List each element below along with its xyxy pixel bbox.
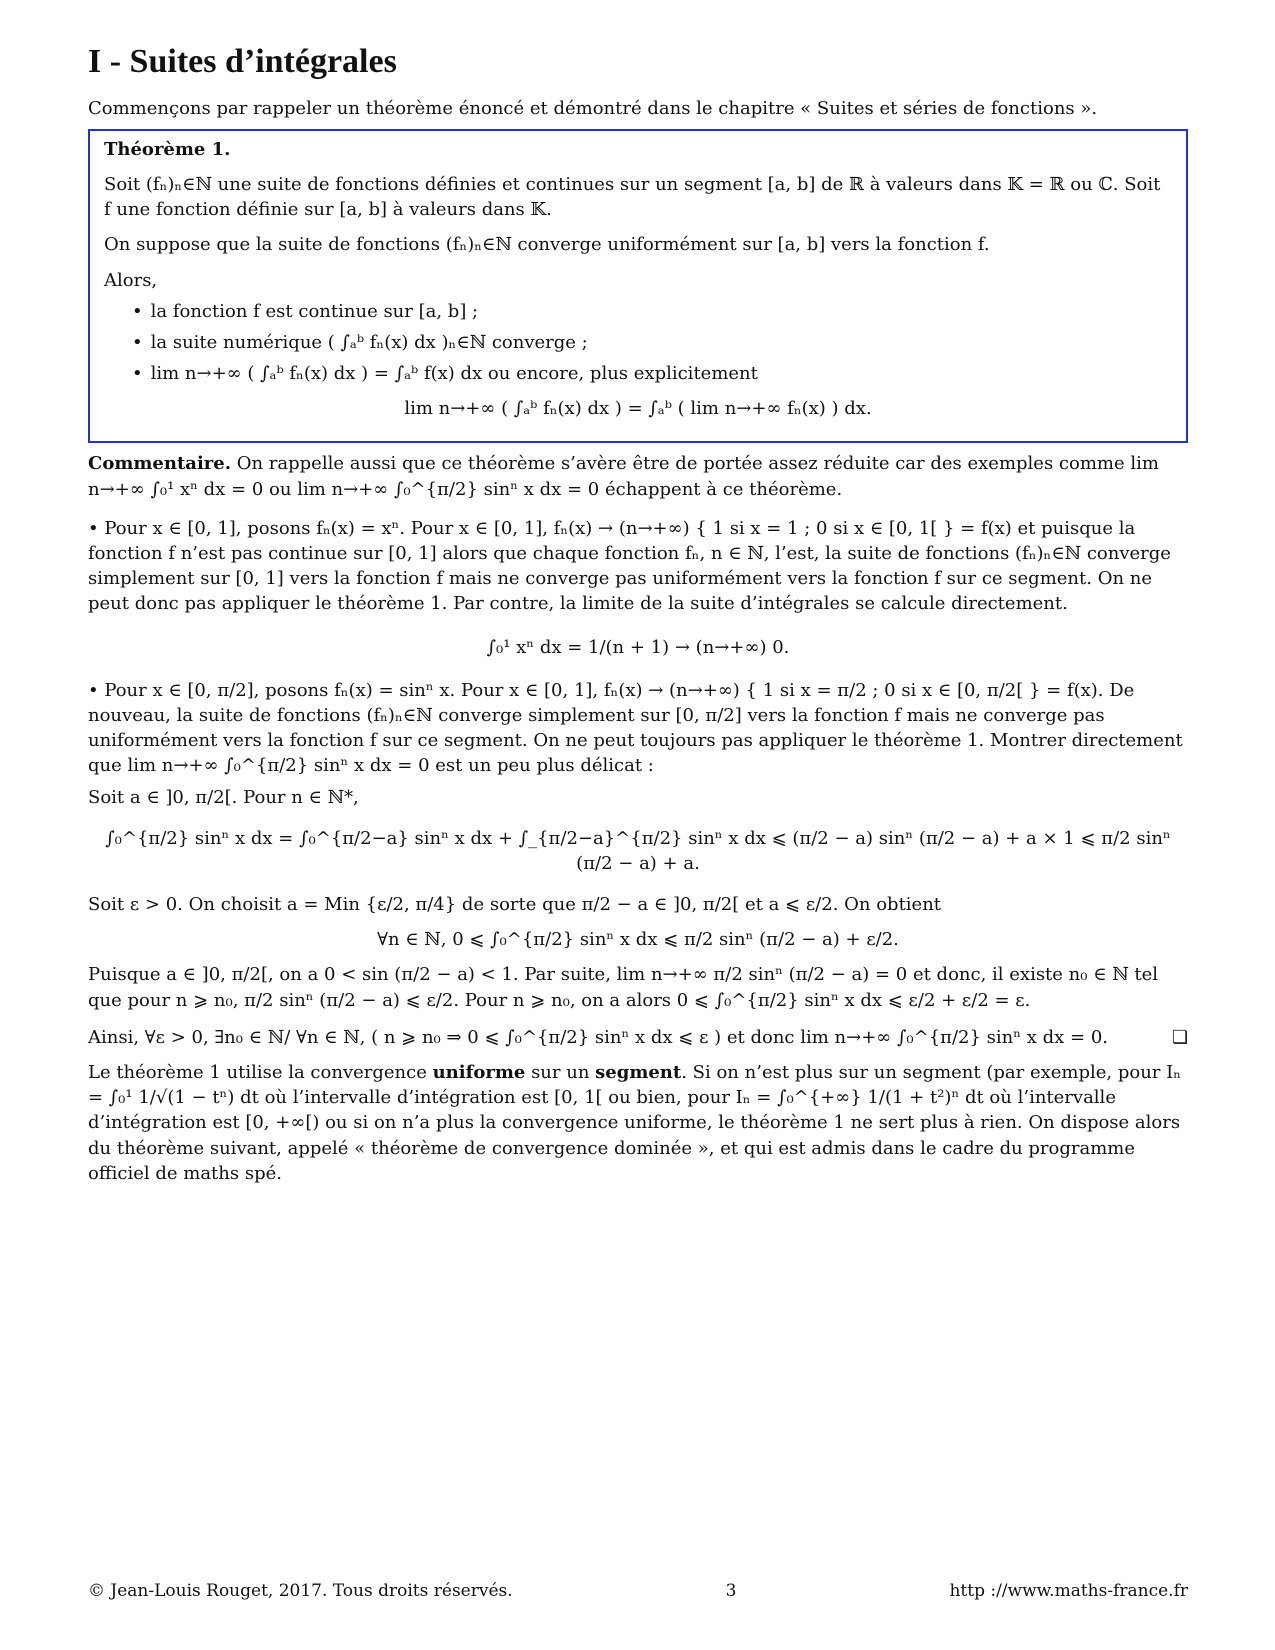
theorem-hypothesis-2: On suppose que la suite de fonctions (fₙ)ₙ∈ℕ converge uniformément sur [a, b] vers la fonction f. bbox=[104, 234, 990, 256]
closing-uniforme: uniforme bbox=[432, 1062, 526, 1084]
theorem-hypothesis-1: Soit (fₙ)ₙ∈ℕ une suite de fonctions définies et continues sur un segment [a, b] de ℝ à valeurs dans 𝕂 = ℝ ou ℂ. Soit f une fonction définie sur [a, b] à valeurs dans 𝕂. bbox=[104, 173, 1161, 221]
comment-label: Commentaire. bbox=[88, 453, 231, 475]
closing-part-1: Le théorème 1 utilise la convergence bbox=[88, 1062, 433, 1084]
example-2-line-3: Puisque a ∈ ]0, π/2[, on a 0 < sin (π/2 − a) < 1. Par suite, lim n→+∞ π/2 sinⁿ (π/2 − a) = 0 et donc, il existe n₀ ∈ ℕ tel que pour n ⩾ n₀, π/2 sinⁿ (π/2 − a) ⩽ ε/2. Pour n ⩾ n₀, on a alors 0 ⩽ ∫₀^{π/2} sinⁿ x dx ⩽ ε/2 + ε/2 = ε. bbox=[88, 964, 1159, 1011]
theorem-formula: lim n→+∞ ( ∫ₐᵇ fₙ(x) dx ) = ∫ₐᵇ ( lim n→+∞ fₙ(x) ) dx. bbox=[404, 398, 872, 420]
comment-paragraph bbox=[88, 451, 1188, 501]
intro-paragraph: Commençons par rappeler un théorème énoncé et démontré dans le chapitre « Suites et séries de fonctions ». bbox=[88, 97, 1098, 119]
theorem-box bbox=[88, 129, 1188, 444]
closing-paragraph bbox=[88, 1060, 1188, 1186]
example-2-text: • Pour x ∈ [0, π/2], posons fₙ(x) = sinⁿ x. Pour x ∈ [0, 1], fₙ(x) → (n→+∞) { 1 si x = π/2 ; 0 si x ∈ [0, π/2[ } = f(x). De nouveau, la suite de fonctions (fₙ)ₙ∈ℕ converge simplement sur [0, π/2] vers la fonction f mais ne converge pas uniformément vers la fonction f sur ce segment. On ne peut toujours pas appliquer le théorème 1. Montrer directement que lim n→+∞ ∫₀^{π/2} sinⁿ x dx = 0 est un peu plus délicat : bbox=[88, 679, 1183, 777]
conclusion-limit: • lim n→+∞ ( ∫ₐᵇ fₙ(x) dx ) = ∫ₐᵇ f(x) dx ou encore, plus explicitement bbox=[132, 361, 1172, 386]
closing-segment: segment bbox=[595, 1062, 682, 1084]
conclusion-continuity: • la fonction f est continue sur [a, b] ; bbox=[132, 299, 1172, 324]
theorem-alors: Alors, bbox=[104, 269, 158, 291]
page-footer bbox=[88, 1580, 1188, 1604]
closing-part-3: . Si on n’est plus sur un segment (par exemple, pour Iₙ = ∫₀¹ 1/√(1 − tⁿ) dt où l’intervalle d’intégration est [0, 1[ ou bien, pour Iₙ = ∫₀^{+∞} 1/(1 + t²)ⁿ dt où l’intervalle d’intégration est [0, +∞[) ou si on n’a plus la convergence uniforme, le théorème 1 ne sert plus à rien. On dispose alors du théorème suivant, appelé « théorème de convergence dominée », et qui est admis dans le cadre du programme officiel de maths spé. bbox=[88, 1062, 1182, 1184]
example-2-formula-1: ∫₀^{π/2} sinⁿ x dx = ∫₀^{π/2−a} sinⁿ x dx + ∫_{π/2−a}^{π/2} sinⁿ x dx ⩽ (π/2 − a) sinⁿ (π/2 − a) + a × 1 ⩽ π/2 sinⁿ (π/2 − a) + a. bbox=[105, 827, 1171, 874]
theorem-conclusions bbox=[104, 299, 1172, 387]
conclusion-convergence: • la suite numérique ( ∫ₐᵇ fₙ(x) dx )ₙ∈ℕ converge ; bbox=[132, 330, 1172, 355]
page-title: I - Suites d’intégrales bbox=[88, 43, 397, 80]
example-2-conclusion: Ainsi, ∀ε > 0, ∃n₀ ∈ ℕ/ ∀n ∈ ℕ, ( n ⩾ n₀ ⇒ 0 ⩽ ∫₀^{π/2} sinⁿ x dx ⩽ ε ) et donc lim n→+∞ ∫₀^{π/2} sinⁿ x dx = 0. bbox=[88, 1026, 1109, 1048]
example-2-line-4 bbox=[88, 1025, 1188, 1050]
example-2-line-2: Soit ε > 0. On choisit a = Min {ε/2, π/4} de sorte que π/2 − a ∈ ]0, π/2[ et a ⩽ ε/2. On obtient bbox=[88, 894, 942, 916]
qed-icon: ❏ bbox=[1171, 1026, 1188, 1048]
example-2-line-1: Soit a ∈ ]0, π/2[. Pour n ∈ ℕ*, bbox=[88, 786, 359, 808]
footer-url[interactable]: http ://www.maths-france.fr bbox=[949, 1581, 1188, 1601]
example-2-formula-2: ∀n ∈ ℕ, 0 ⩽ ∫₀^{π/2} sinⁿ x dx ⩽ π/2 sinⁿ (π/2 − a) + ε/2. bbox=[377, 929, 899, 951]
example-1-formula: ∫₀¹ xⁿ dx = 1/(n + 1) → (n→+∞) 0. bbox=[486, 636, 790, 658]
theorem-heading: Théorème 1. bbox=[104, 138, 231, 160]
comment-text: On rappelle aussi que ce théorème s’avère être de portée assez réduite car des exemples comme lim n→+∞ ∫₀¹ xⁿ dx = 0 ou lim n→+∞ ∫₀^{π/2} sinⁿ x dx = 0 échappent à ce théorème. bbox=[88, 453, 1159, 500]
closing-part-2: sur un bbox=[525, 1062, 596, 1084]
document-page bbox=[88, 38, 1188, 1192]
footer-copyright: © Jean-Louis Rouget, 2017. Tous droits réservés. bbox=[88, 1581, 513, 1601]
footer-page-number: 3 bbox=[725, 1581, 737, 1601]
example-1-text: • Pour x ∈ [0, 1], posons fₙ(x) = xⁿ. Pour x ∈ [0, 1], fₙ(x) → (n→+∞) { 1 si x = 1 ; 0 si x ∈ [0, 1[ } = f(x) et puisque la fonction f n’est pas continue sur [0, 1] alors que chaque fonction fₙ, n ∈ ℕ, l’est, la suite de fonctions (fₙ)ₙ∈ℕ converge simplement sur [0, 1] vers la fonction f mais ne converge pas uniformément vers la fonction f sur ce segment. On ne peut donc pas appliquer le théorème 1. Par contre, la limite de la suite d’intégrales se calcule directement. bbox=[88, 517, 1171, 615]
